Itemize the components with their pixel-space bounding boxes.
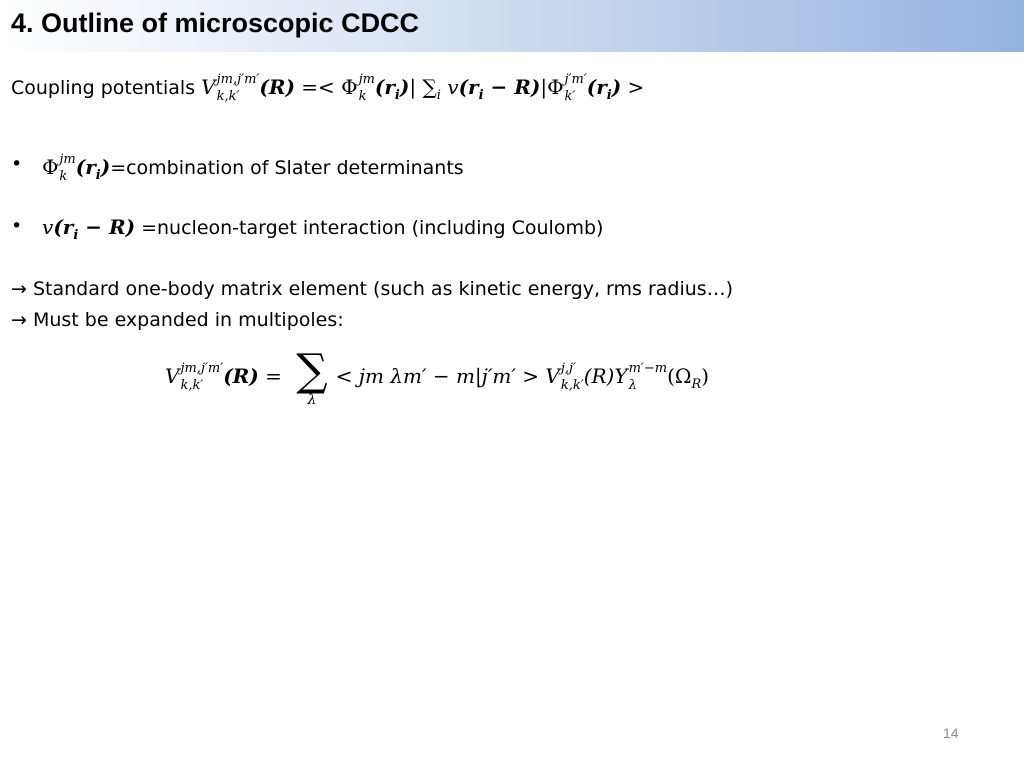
arrow-right-icon: →	[11, 309, 27, 331]
title-bar	[0, 0, 1024, 52]
coupling-label: Coupling potentials	[11, 77, 196, 99]
bullet-dot: •	[11, 153, 23, 175]
slide-title: 4. Outline of microscopic CDCC	[11, 8, 420, 38]
v-formula: $v(r_i - R)$	[42, 215, 136, 243]
bullet-interaction-text: =nucleon-target interaction (including Coulomb)	[135, 217, 604, 239]
arrow-line-text: Must be expanded in multipoles:	[32, 309, 344, 331]
bullet-slater	[42, 153, 464, 188]
bullet-interaction	[42, 215, 603, 248]
bullet-dot: •	[11, 215, 23, 237]
bullet-slater-text: =combination of Slater determinants	[110, 157, 464, 179]
sum-symbol: ∑ λ	[296, 344, 328, 408]
coupling-line	[11, 73, 644, 108]
phi-formula: Φ jm k $(r_i)$	[42, 152, 111, 184]
arrow-right-icon: →	[11, 278, 27, 300]
arrow-line-multipoles	[11, 308, 344, 332]
page-number: 14	[943, 725, 959, 741]
multipole-equation: V jm,j′m′ k,k′ (R) = ∑ λ < jm λm′ − m|j′m′ > V j,j′ k,k′ (R)Y m′−m λ $(\Omega_R)$	[165, 344, 710, 408]
coupling-formula: V jm,j′m′ k,k′ (R) =< Φ jm k $(r_i)|$ $\sum_i$ $v(r_i - R)|\Phi$ j′m′ k′ $(r_i)$ >	[201, 72, 645, 104]
arrow-line-onebody	[11, 277, 733, 301]
arrow-line-text: Standard one-body matrix element (such as kinetic energy, rms radius…)	[32, 278, 734, 300]
